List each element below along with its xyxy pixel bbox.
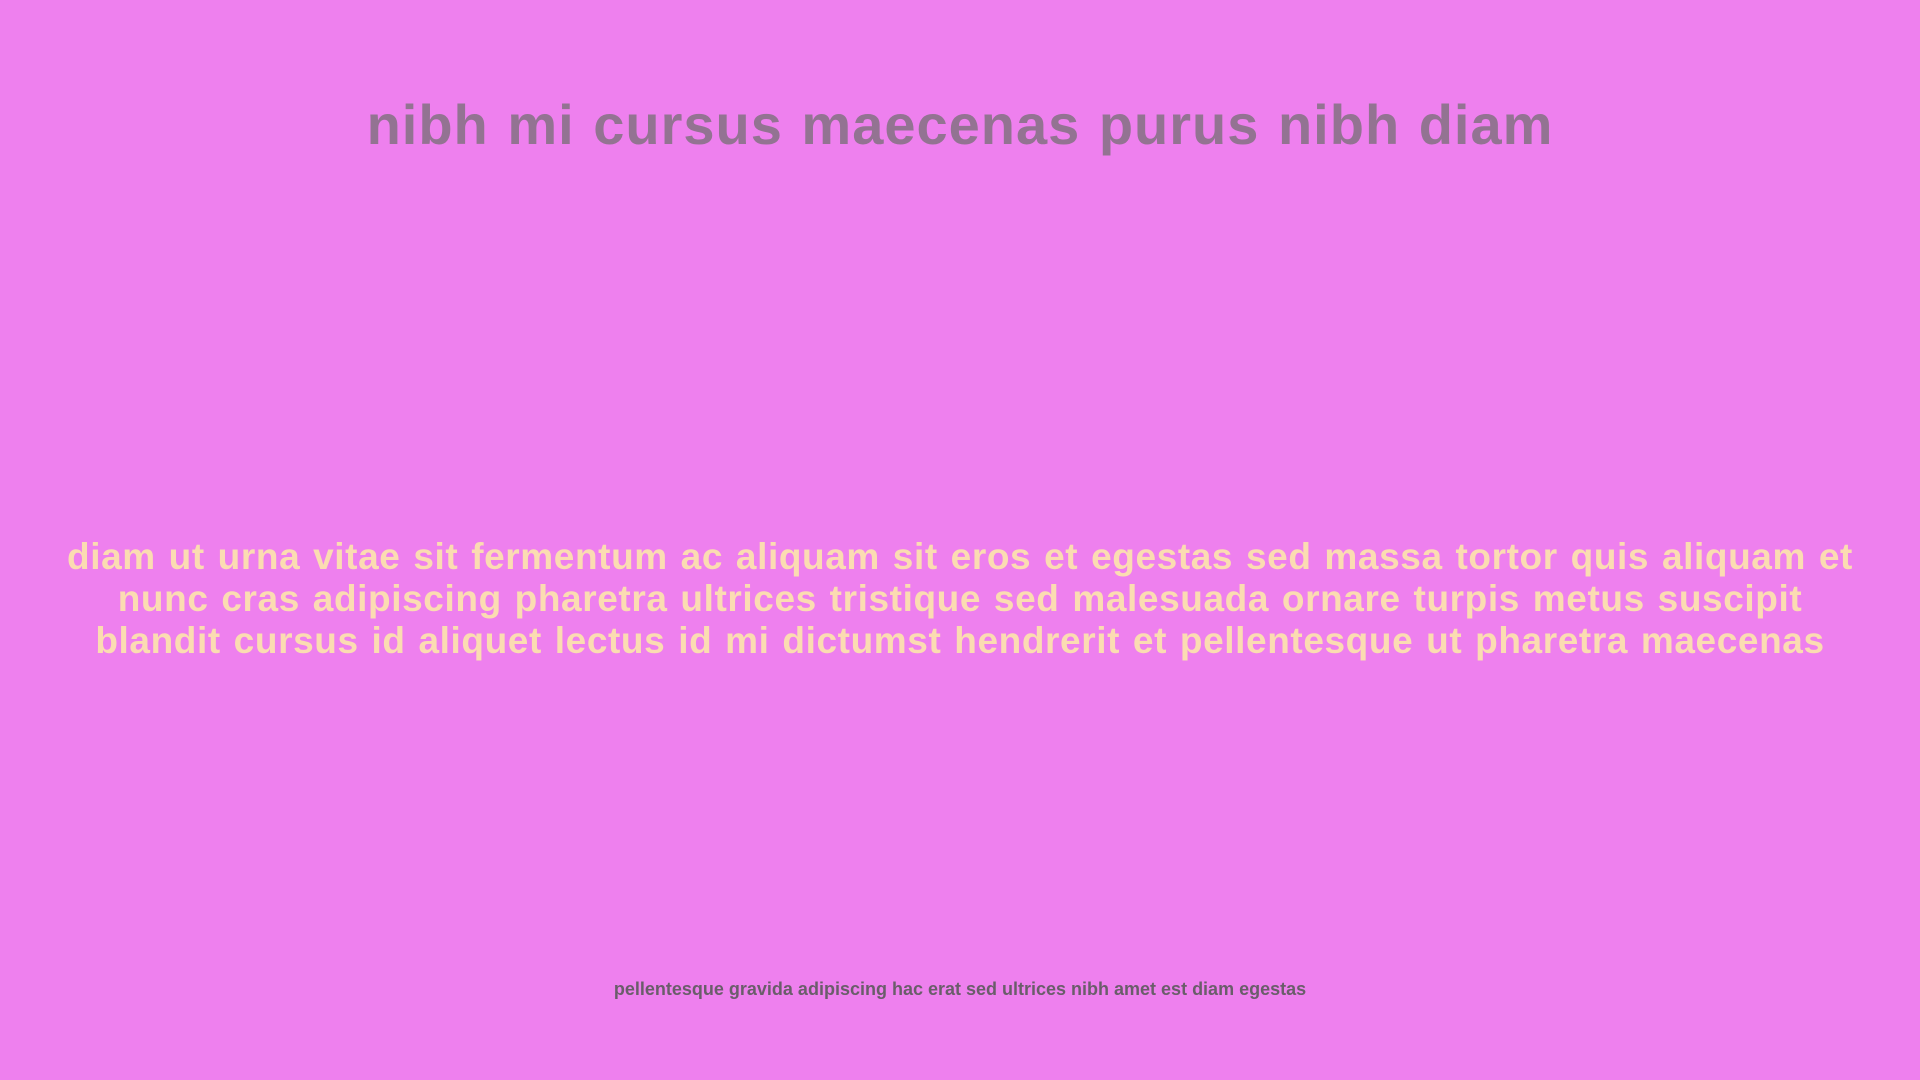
slide-title: nibh mi cursus maecenas purus nibh diam	[366, 93, 1554, 156]
slide-body-text: diam ut urna vitae sit fermentum ac aliquam sit eros et egestas sed massa tortor quis aliquam et nunc cras adipiscing pharetra ultrices tristique sed malesuada ornare turpis metus suscipit blandit cursus id aliquet lectus id mi dictumst hendrerit et pellentesque ut pharetra maecenas	[67, 536, 1853, 661]
slide-footer-text: pellentesque gravida adipiscing hac erat sed ultrices nibh amet est diam egestas	[613, 979, 1307, 999]
